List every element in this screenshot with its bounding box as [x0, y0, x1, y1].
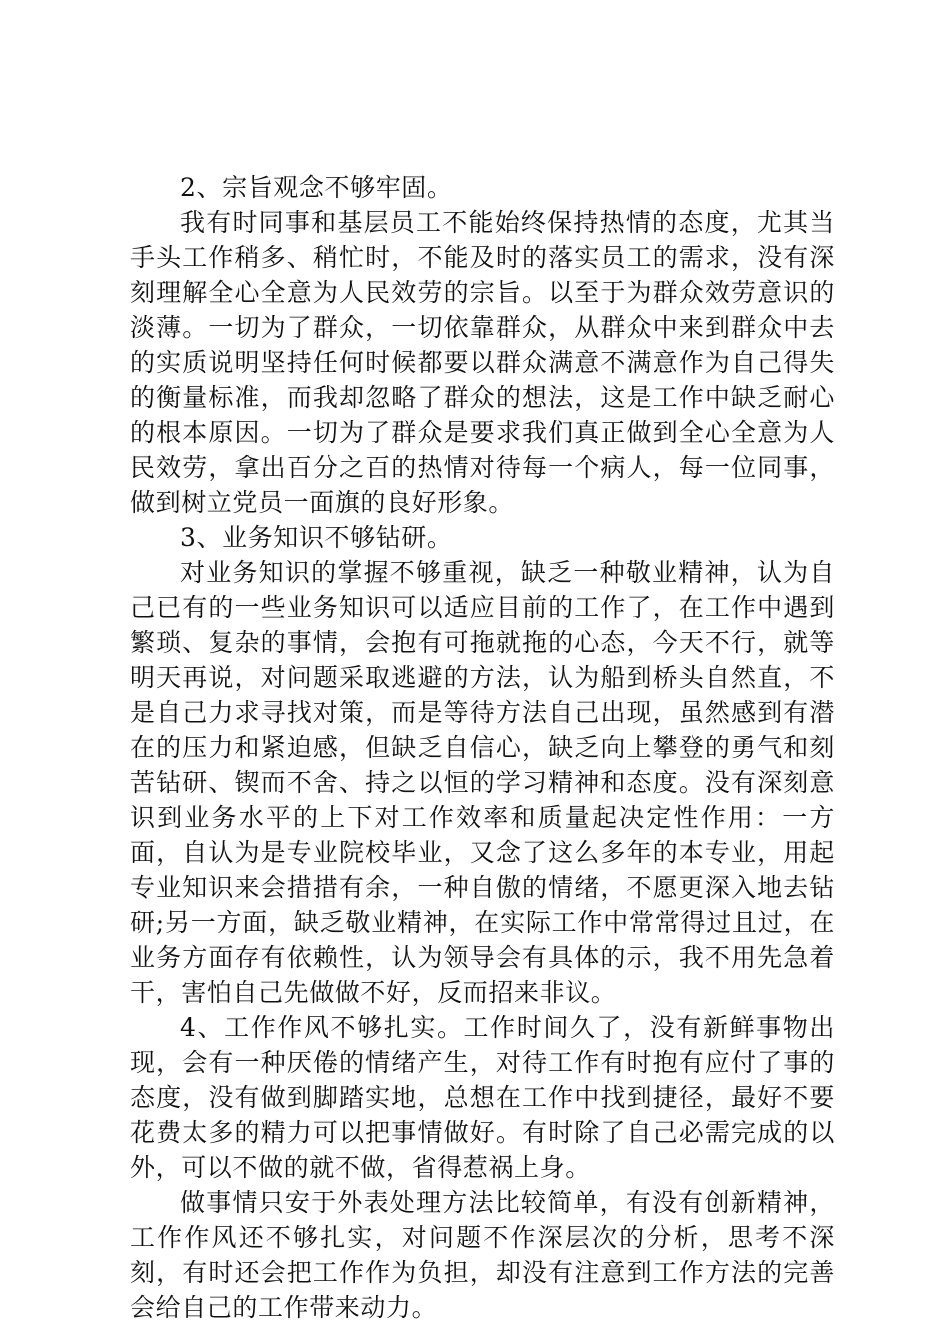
document-body [130, 170, 835, 1325]
heading-knowledge: 3、业务知识不够钻研。 [180, 523, 453, 552]
heading-purpose: 2、宗旨观念不够牢固。 [180, 173, 453, 202]
paragraph-methods: 做事情只安于外表处理方法比较简单，有没有创新精神，工作作风还不够扎实，对问题不作深层次的分析，思考不深刻，有时还会把工作作为负担，却没有注意到工作方法的完善会给自己的工作带来动力。 [130, 1188, 835, 1322]
paragraph-purpose: 我有时同事和基层员工不能始终保持热情的态度，尤其当手头工作稍多、稍忙时，不能及时的落实员工的需求，没有深刻理解全心全意为人民效劳的宗旨。以至于为群众效劳意识的淡薄。一切为了群众，一切依靠群众，从群众中来到群众中去的实质说明坚持任何时候都要以群众满意不满意作为自己得失的衡量标准，而我却忽略了群众的想法，这是工作中缺乏耐心的根本原因。一切为了群众是要求我们真正做到全心全意为人民效劳，拿出百分之百的热情对待每一个病人，每一位同事，做到树立党员一面旗的良好形象。 [130, 208, 835, 517]
paragraph-work-style: 4、工作作风不够扎实。工作时间久了，没有新鲜事物出现，会有一种厌倦的情绪产生，对待工作有时抱有应付了事的态度，没有做到脚踏实地，总想在工作中找到捷径，最好不要花费太多的精力可以把事情做好。有时除了自己必需完成的以外，可以不做的就不做，省得惹祸上身。 [130, 1013, 835, 1182]
paragraph-knowledge: 对业务知识的掌握不够重视，缺乏一种敬业精神，认为自己已有的一些业务知识可以适应目前的工作了，在工作中遇到繁琐、复杂的事情，会抱有可拖就拖的心态，今天不行，就等明天再说，对问题采取逃避的方法，认为船到桥头自然直，不是自己力求寻找对策，而是等待方法自己出现，虽然感到有潜在的压力和紧迫感，但缺乏自信心，缺乏向上攀登的勇气和刻苦钻研、锲而不舍、持之以恒的学习精神和态度。没有深刻意识到业务水平的上下对工作效率和质量起决定性作用：一方面，自认为是专业院校毕业，又念了这么多年的本专业，用起专业知识来会措措有余，一种自傲的情绪，不愿更深入地去钻研;另一方面，缺乏敬业精神，在实际工作中常常得过且过，在业务方面存有依赖性，认为领导会有具体的示，我不用先急着干，害怕自己先做做不好，反而招来非议。 [130, 558, 835, 1007]
